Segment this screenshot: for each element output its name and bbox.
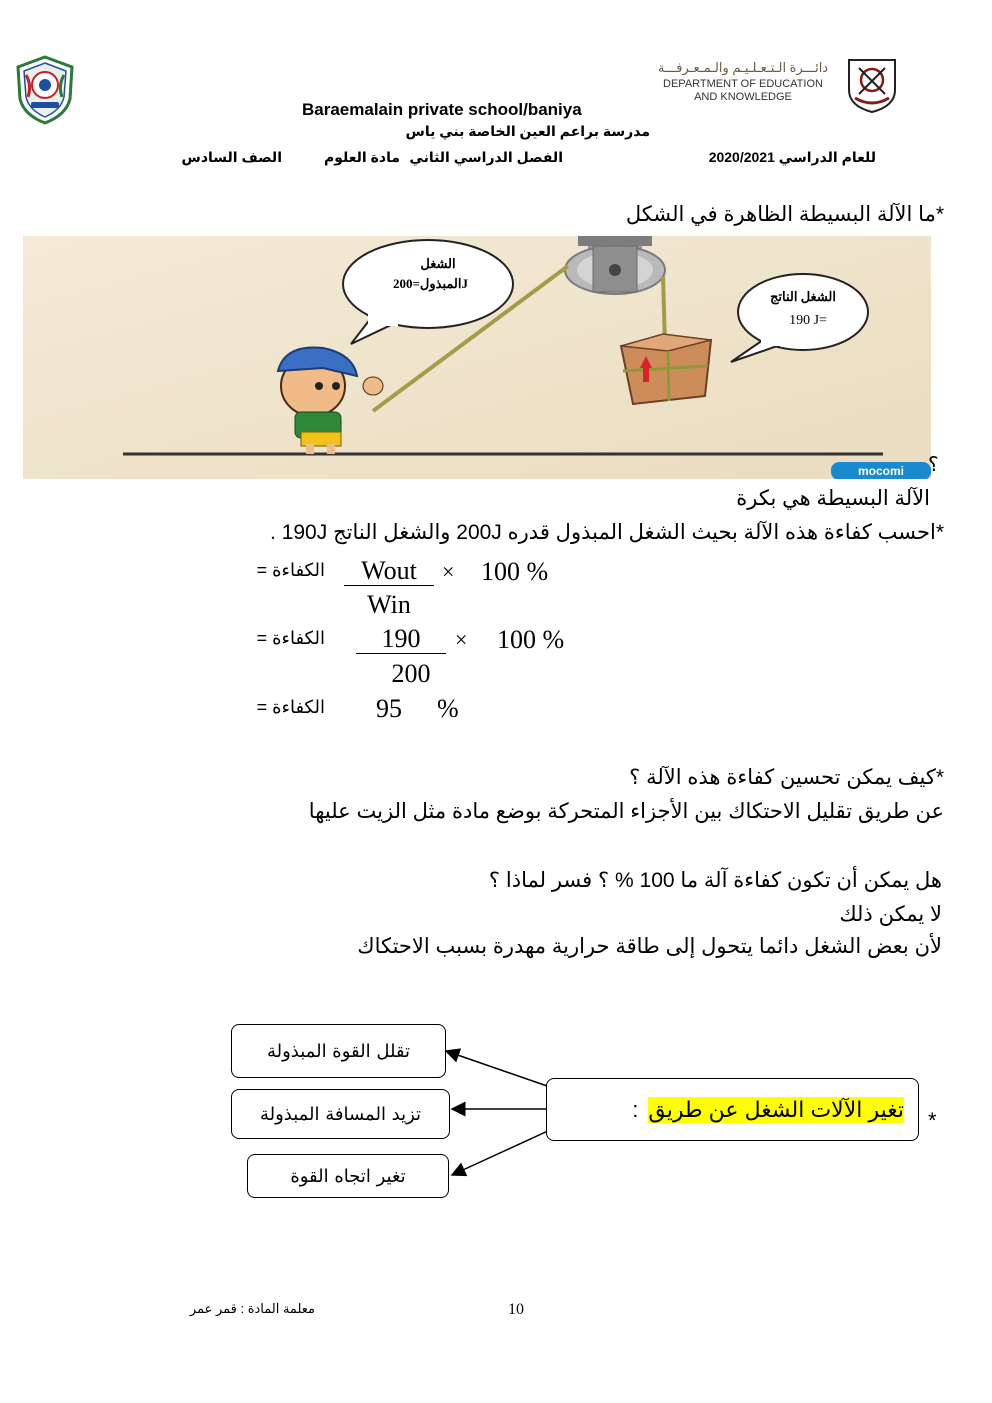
hundred-percent-2: 100 %	[497, 625, 565, 654]
diagram-item-change-direction: تغير اتجاه القوة	[247, 1154, 449, 1198]
question-3: *كيف يمكن تحسين كفاءة هذه الآلة ؟	[629, 766, 944, 789]
denominator-win: Win	[367, 590, 411, 619]
question-1-mark: ؟	[928, 454, 939, 476]
department-name-ar: دائـــرة الـتـعـلـيـم والـمـعـرفـــة	[657, 60, 829, 75]
department-name-en-2: AND KNOWLEDGE	[694, 91, 792, 103]
page-number: 10	[508, 1301, 524, 1318]
times-sign-2: ×	[455, 627, 468, 652]
school-name-en: Baraemalain private school/baniya	[302, 100, 582, 119]
numerator-wout: Wout	[344, 557, 434, 586]
diagram-star: *	[928, 1108, 937, 1133]
bubble-input-work-value: المبذول=200J	[393, 276, 468, 291]
diagram-main-colon: :	[632, 1096, 639, 1122]
answer-4-line-1: لا يمكن ذلك	[839, 903, 942, 926]
efficiency-label-2: الكفاءة =	[256, 628, 325, 648]
semester: الفصل الدراسي الثاني	[409, 149, 563, 165]
teacher-name: معلمة المادة : قمر عمر	[189, 1301, 315, 1316]
answer-4-line-2: لأن بعض الشغل دائما يتحول إلى طاقة حرارية مهدرة بسبب الاحتكاك	[357, 935, 942, 958]
question-4: هل يمكن أن تكون كفاءة آلة ما 100 % ؟ فسر لماذا ؟	[488, 869, 942, 892]
diagram-item-increase-distance: تزيد المسافة المبذولة	[231, 1089, 450, 1139]
question-2: *احسب كفاءة هذه الآلة بحيث الشغل المبذول قدره 200J والشغل الناتج 190J .	[270, 521, 944, 544]
efficiency-result: 95	[376, 694, 402, 723]
denominator-200: 200	[391, 659, 431, 688]
answer-3: عن طريق تقليل الاحتكاك بين الأجزاء المتحركة بوضع مادة مثل الزيت عليها	[308, 800, 944, 823]
school-name-ar: مدرسة براعم العين الخاصة بني ياس	[405, 123, 650, 139]
times-sign-1: ×	[442, 559, 455, 584]
efficiency-label-3: الكفاءة =	[256, 697, 325, 717]
mocomi-watermark: mocomi	[857, 464, 904, 478]
department-name-en-1: DEPARTMENT OF EDUCATION	[663, 78, 823, 90]
grade: الصف السادس	[181, 149, 282, 165]
pulley-illustration	[23, 236, 931, 479]
numerator-190: 190	[356, 625, 446, 654]
diagram-main-text: تغير الآلات الشغل عن طريق	[648, 1096, 904, 1122]
academic-year: للعام الدراسي 2020/2021	[708, 149, 876, 165]
subject: مادة العلوم	[324, 149, 400, 165]
bubble-output-work-value: 190 J=	[789, 313, 827, 328]
diagram-item-reduce-force: تقلل القوة المبذولة	[231, 1024, 446, 1078]
diagram-main-box	[546, 1078, 919, 1141]
school-logo	[14, 55, 76, 125]
efficiency-label-1: الكفاءة =	[256, 560, 325, 580]
bubble-input-work-label: الشغل	[420, 256, 456, 271]
hundred-percent-1: 100 %	[481, 557, 549, 586]
bubble-output-work-label: الشغل الناتج	[769, 289, 836, 304]
efficiency-result-percent: %	[437, 694, 459, 723]
answer-1: الآلة البسيطة هي بكرة	[736, 487, 930, 510]
department-emblem	[845, 54, 899, 114]
question-1: *ما الآلة البسيطة الظاهرة في الشكل	[625, 203, 944, 226]
